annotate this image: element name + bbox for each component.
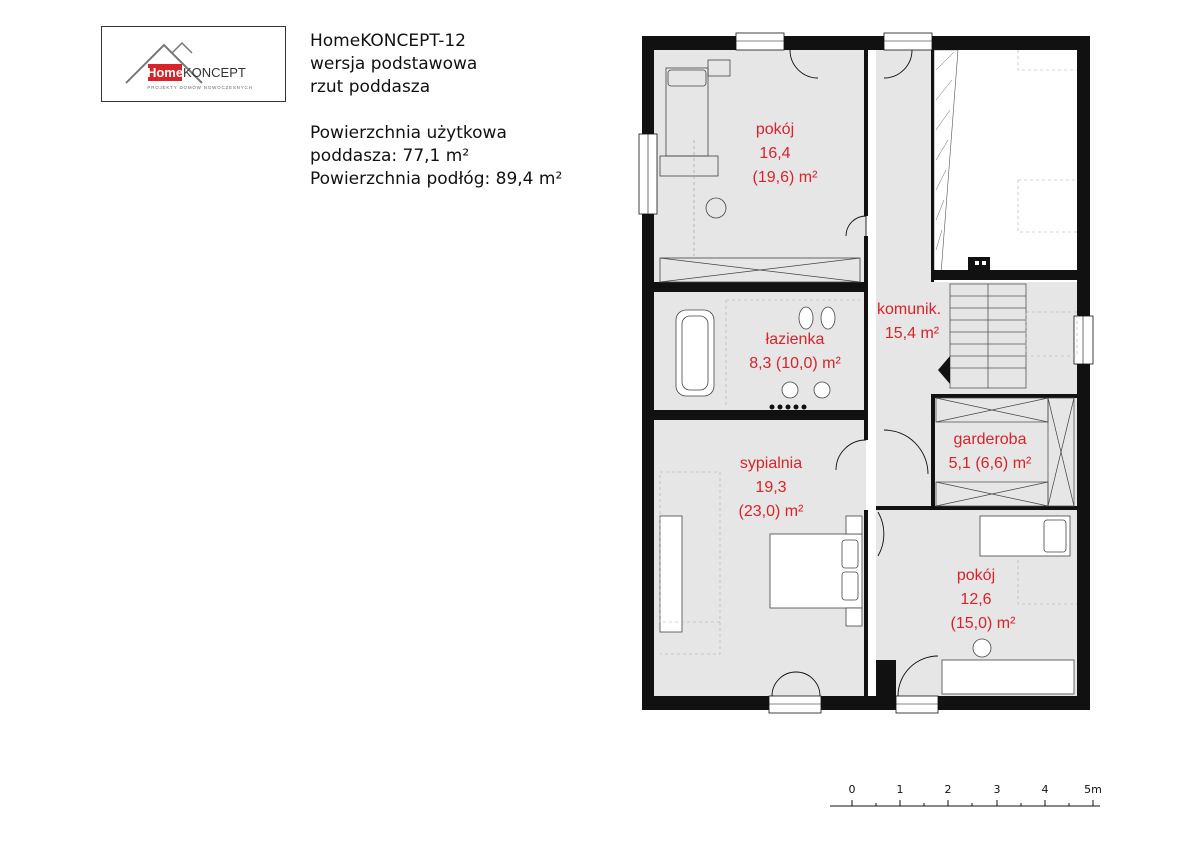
window-top-2 xyxy=(884,33,932,50)
wall-right xyxy=(1077,36,1090,710)
room-name-pokoj-2: pokój xyxy=(956,567,996,584)
wall-v-bedroom xyxy=(864,510,868,696)
room-name-garderoba: garderoba xyxy=(953,431,1027,448)
room-name-pokoj-1: pokój xyxy=(755,121,795,138)
wall-v-bath xyxy=(864,292,868,410)
wall-h-2 xyxy=(654,410,868,420)
nightstand-1 xyxy=(846,516,862,534)
room-area-pokoj-1: 16,4 xyxy=(759,145,791,162)
logo-tagline: PROJEKTY DOMÓW NOWOCZESNYCH xyxy=(147,85,253,90)
wall-top xyxy=(642,36,1090,50)
window-bottom-1 xyxy=(769,696,821,713)
room-floor-pokoj-1: (19,6) m² xyxy=(752,169,818,186)
room-area-pokoj-2: 12,6 xyxy=(960,591,992,608)
room-area-garderoba: 5,1 (6,6) m² xyxy=(948,455,1032,472)
room-name-sypialnia: sypialnia xyxy=(739,455,803,472)
wardrobe-bedroom xyxy=(660,516,682,632)
project-view: rzut poddasza xyxy=(310,77,431,97)
scale-bar xyxy=(830,783,1102,806)
wall-v-3 xyxy=(864,420,868,440)
wall-bottom xyxy=(642,696,1090,710)
room-area-sypialnia: 19,3 xyxy=(755,479,787,496)
wall-v-wardrobe xyxy=(931,394,935,508)
sink-1 xyxy=(782,382,798,398)
floor-area: Powierzchnia podłóg: 89,4 m² xyxy=(310,169,563,189)
room-name-lazienka: łazienka xyxy=(765,331,825,348)
scale-label-4: 4 xyxy=(1041,783,1049,796)
usable-area-value: poddasza: 77,1 m² xyxy=(310,146,470,166)
project-title: HomeKONCEPT-12 xyxy=(310,31,466,51)
room-floor-pokoj-2: (15,0) m² xyxy=(950,615,1016,632)
floor-room-top-left xyxy=(654,50,866,282)
project-version: wersja podstawowa xyxy=(310,54,478,74)
wall-v-void xyxy=(931,50,934,282)
sink-2 xyxy=(814,382,830,398)
window-top-1 xyxy=(736,33,784,50)
nightstand-2 xyxy=(846,608,862,626)
room-area-komunik: 15,4 m² xyxy=(884,325,940,342)
wall-h-wardrobe-top xyxy=(931,394,1077,398)
scale-label-2: 2 xyxy=(944,783,952,796)
window-bottom-2 xyxy=(896,696,938,713)
logo-koncept-text: KONCEPT xyxy=(183,65,246,80)
scale-ticks xyxy=(852,800,1093,806)
room-area-lazienka: 8,3 (10,0) m² xyxy=(749,355,841,372)
scale-label-3: 3 xyxy=(993,783,1001,796)
desk-br xyxy=(942,660,1074,694)
toilet-icon xyxy=(799,307,813,329)
floor-stair-landing xyxy=(931,282,1077,394)
scale-label-1: 1 xyxy=(896,783,904,796)
wall-v-upper xyxy=(864,50,868,216)
room-floor-sypialnia: (23,0) m² xyxy=(738,503,804,520)
chair-br xyxy=(973,639,991,657)
wall-pillar xyxy=(876,660,896,696)
scale-label-0: 0 xyxy=(848,783,856,796)
wall-h-stair xyxy=(931,270,1077,280)
scale-label-5: 5m xyxy=(1084,783,1102,796)
usable-area-label: Powierzchnia użytkowa xyxy=(310,123,507,143)
chimney-flue-2 xyxy=(982,261,986,265)
chimney-flue-1 xyxy=(975,261,979,265)
logo-home-text: Home xyxy=(146,65,184,80)
bidet-icon xyxy=(821,307,835,329)
floor-wardrobe xyxy=(931,394,1077,508)
room-name-komunik: komunik. xyxy=(876,301,942,318)
wall-h-room-br xyxy=(876,506,1077,510)
wall-h-1 xyxy=(654,282,868,292)
